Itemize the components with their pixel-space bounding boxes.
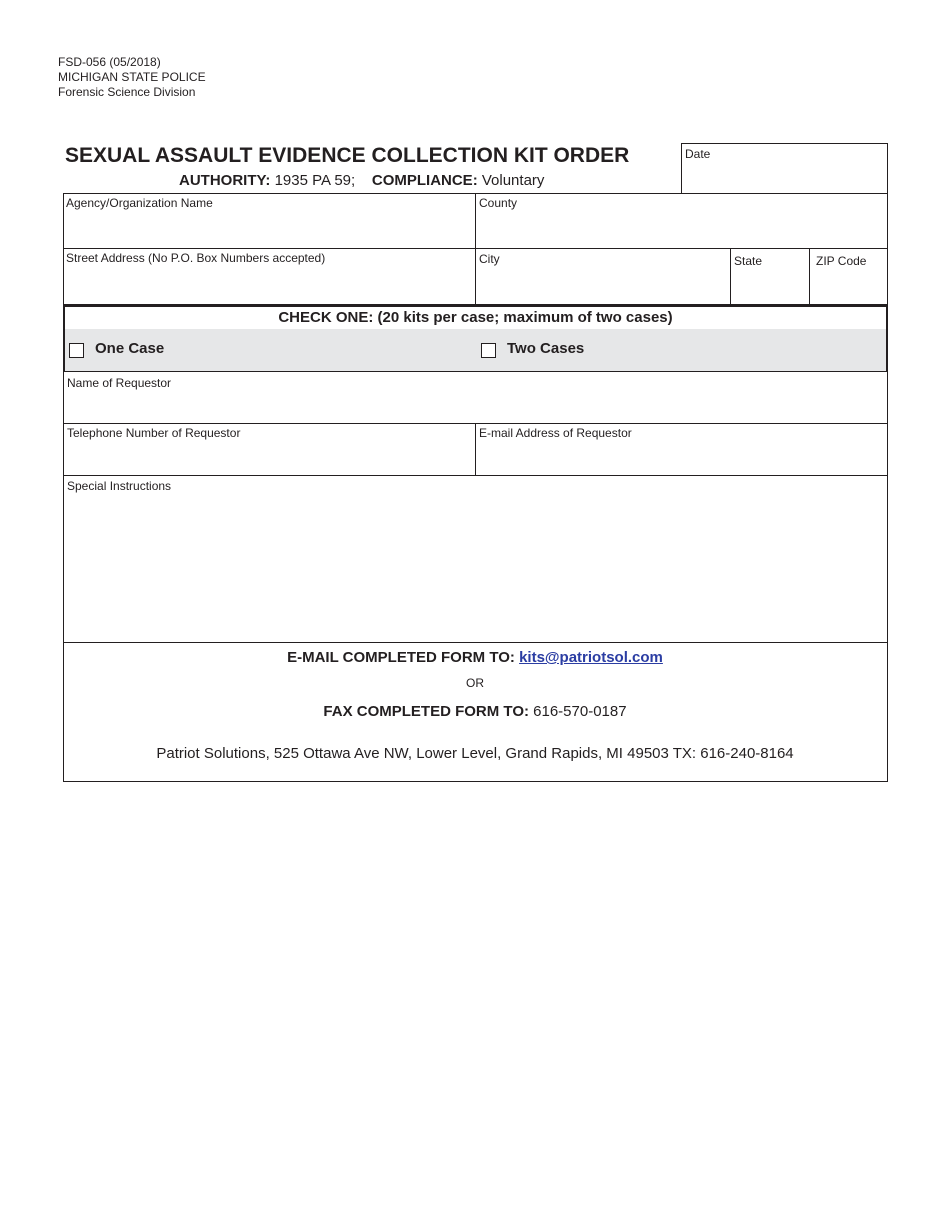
requestor-phone-field[interactable]: [63, 423, 476, 476]
agency-name-field[interactable]: [63, 193, 476, 249]
division-name: Forensic Science Division: [58, 85, 196, 99]
email-label: E-MAIL COMPLETED FORM TO:: [287, 649, 515, 666]
case-options-row: [65, 329, 886, 372]
email-instruction: [63, 649, 887, 666]
state-label: State: [734, 254, 763, 268]
zip-field[interactable]: [809, 248, 888, 305]
requestor-email-field[interactable]: [475, 423, 888, 476]
one-case-label: One Case: [95, 340, 165, 357]
compliance-value: Voluntary: [481, 172, 545, 189]
agency-name-header: MICHIGAN STATE POLICE: [58, 70, 206, 84]
authority-line: [179, 172, 544, 189]
check-one-title: CHECK ONE: (20 kits per case; maximum of two cases): [278, 309, 673, 326]
city-label: City: [479, 252, 500, 266]
form-header: [58, 55, 206, 100]
two-cases-checkbox[interactable]: [481, 343, 496, 358]
fax-label: FAX COMPLETED FORM TO:: [323, 703, 529, 720]
two-cases-label: Two Cases: [507, 340, 585, 357]
fax-instruction: [63, 703, 887, 720]
state-field[interactable]: [730, 248, 810, 305]
authority-label: AUTHORITY:: [179, 172, 271, 189]
date-field[interactable]: [681, 143, 888, 194]
street-address-label: Street Address (No P.O. Box Numbers accepted): [66, 251, 326, 265]
special-instructions-field[interactable]: [63, 475, 888, 643]
date-label: Date: [685, 147, 711, 161]
street-address-field[interactable]: [63, 248, 476, 305]
fax-number: 616-570-0187: [533, 703, 627, 720]
zip-label: ZIP Code: [816, 254, 867, 268]
mailing-address: Patriot Solutions, 525 Ottawa Ave NW, Lower Level, Grand Rapids, MI 49503 TX: 616-240-8164: [156, 745, 794, 762]
requestor-phone-label: Telephone Number of Requestor: [67, 426, 241, 440]
authority-value: 1935 PA 59;: [274, 172, 356, 189]
compliance-label: COMPLIANCE:: [371, 172, 478, 189]
one-case-checkbox[interactable]: [69, 343, 84, 358]
county-label: County: [479, 196, 518, 210]
city-field[interactable]: [475, 248, 731, 305]
requestor-name-field[interactable]: [63, 371, 888, 424]
email-link[interactable]: kits@patriotsol.com: [519, 649, 663, 666]
county-field[interactable]: [475, 193, 888, 249]
requestor-email-label: E-mail Address of Requestor: [479, 426, 632, 440]
or-text: OR: [466, 676, 484, 690]
requestor-name-label: Name of Requestor: [67, 376, 172, 390]
page-title: SEXUAL ASSAULT EVIDENCE COLLECTION KIT ORDER: [65, 144, 630, 167]
agency-name-label: Agency/Organization Name: [66, 196, 213, 210]
special-instructions-label: Special Instructions: [67, 479, 172, 493]
form-number: FSD-056 (05/2018): [58, 55, 161, 69]
check-one-section: [63, 305, 888, 372]
